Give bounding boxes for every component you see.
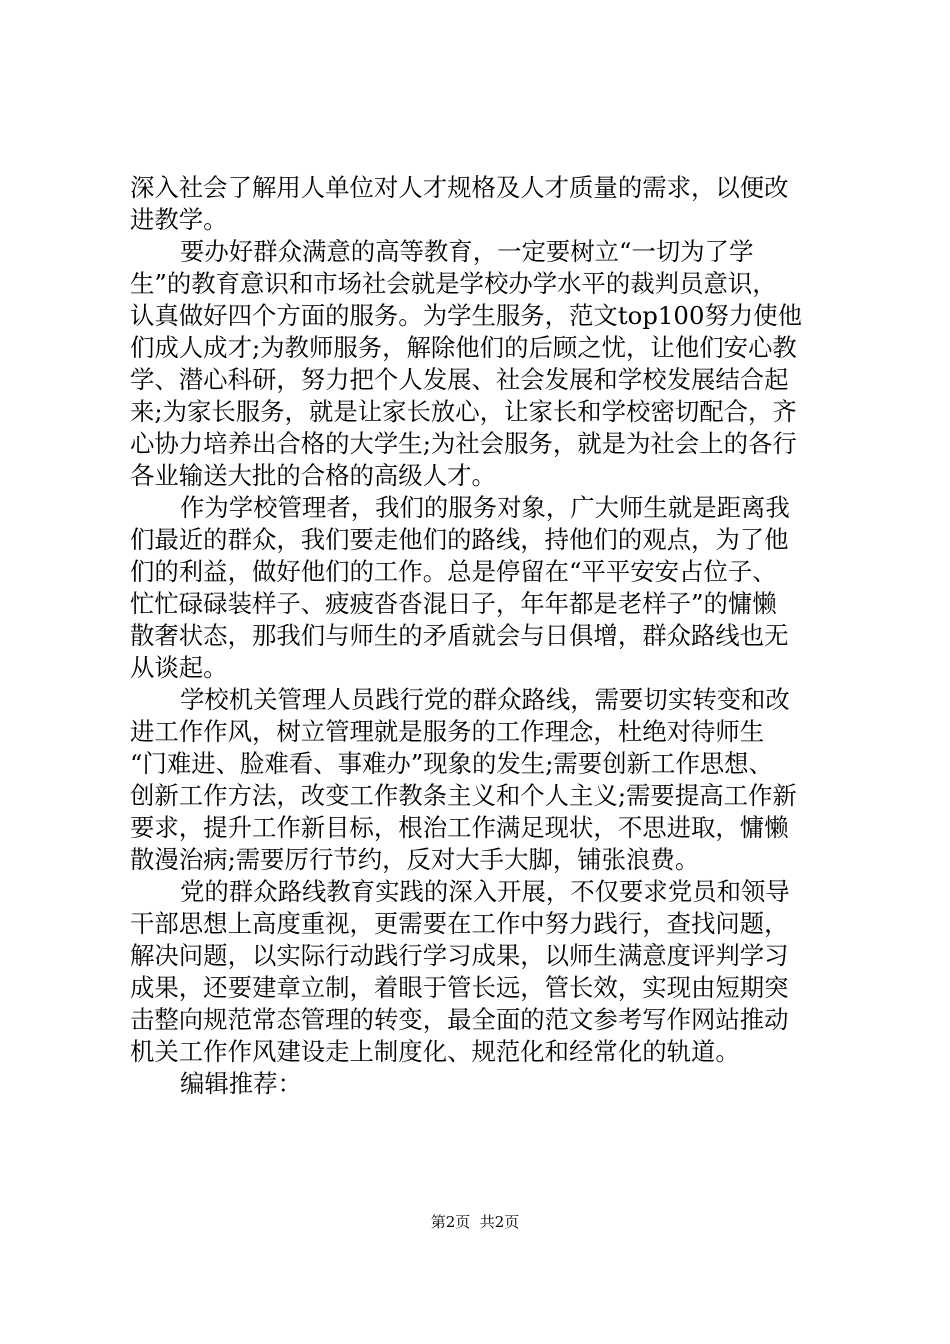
text-line: 们成人成才;为教师服务，解除他们的后顾之忧，让他们安心教 — [130, 333, 797, 362]
text-line: 学校机关管理人员践行党的群众路线，需要切实转变和改 — [180, 685, 790, 714]
text-line: 作为学校管理者，我们的服务对象，广大师生就是距离我 — [180, 493, 790, 522]
text-line: 来;为家长服务，就是让家长放心，让家长和学校密切配合，齐 — [130, 397, 797, 426]
document-body — [130, 172, 826, 1100]
text-line: 们的利益，做好他们的工作。总是停留在“平平安安占位子、 — [130, 557, 777, 586]
text-line: 创新工作方法，改变工作教条主义和个人主义;需要提高工作新 — [130, 781, 797, 810]
text-line: 击整向规范常态管理的转变，最全面的范文参考写作网站推动 — [130, 1005, 789, 1034]
text-line: 学、潜心科研，努力把个人发展、社会发展和学校发展结合起 — [130, 365, 789, 394]
text-line: 散漫治病;需要厉行节约，反对大手大脚，铺张浪费。 — [130, 845, 700, 874]
text-line: 编辑推荐： — [180, 1069, 302, 1098]
text-line: 党的群众路线教育实践的深入开展，不仅要求党员和领导 — [180, 877, 790, 906]
page-footer — [0, 1212, 950, 1232]
text-line: 深入社会了解用人单位对人才规格及人才质量的需求，以便改 — [130, 173, 789, 202]
text-line: 成果，还要建章立制，着眼于管长远，管长效，实现由短期突 — [130, 973, 789, 1002]
text-line: 干部思想上高度重视，更需要在工作中努力践行，查找问题， — [130, 909, 789, 938]
text-line: 进教学。 — [130, 205, 228, 234]
text-line: 们最近的群众，我们要走他们的路线，持他们的观点，为了他 — [130, 525, 789, 554]
text-line: 忙忙碌碌装样子、疲疲沓沓混日子，年年都是老样子”的慵懒 — [130, 589, 777, 618]
text-line: 生”的教育意识和市场社会就是学校办学水平的裁判员意识， — [130, 269, 777, 298]
text-line: 从谈起。 — [130, 653, 228, 682]
text-line: 散奢状态，那我们与师生的矛盾就会与日俱增，群众路线也无 — [130, 621, 789, 650]
text-line: 机关工作作风建设走上制度化、规范化和经常化的轨道。 — [130, 1037, 740, 1066]
text-line: 解决问题，以实际行动践行学习成果，以师生满意度评判学习 — [130, 941, 789, 970]
text-line: 认真做好四个方面的服务。为学生服务，范文top100努力使他 — [130, 301, 803, 330]
page-number: 第2页 共2页 — [430, 1213, 520, 1231]
text-line: 进工作作风，树立管理就是服务的工作理念，杜绝对待师生 — [130, 717, 765, 746]
text-line: 要办好群众满意的高等教育，一定要树立“一切为了学 — [180, 237, 754, 266]
text-line: 要求，提升工作新目标，根治工作满足现状，不思进取，慵懒 — [130, 813, 789, 842]
text-line: 心协力培养出合格的大学生;为社会服务，就是为社会上的各行 — [130, 429, 797, 458]
text-line: 各业输送大批的合格的高级人才。 — [130, 461, 496, 490]
text-line: “门难进、脸难看、事难办”现象的发生;需要创新工作思想、 — [130, 749, 773, 778]
